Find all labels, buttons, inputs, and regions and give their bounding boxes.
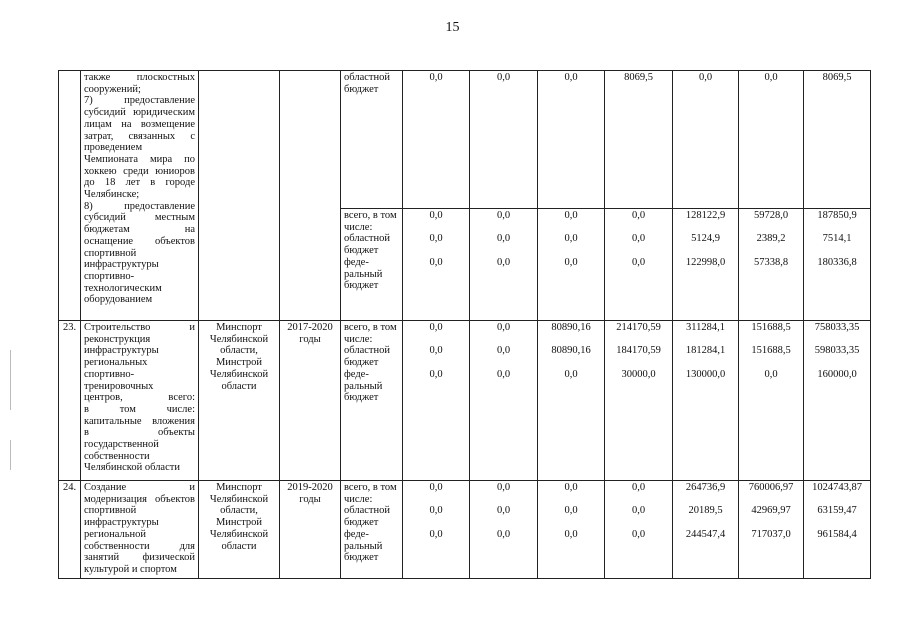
source-line: всего, в том [344,210,397,221]
value-cell [739,71,804,209]
description-line: сооружений; [84,83,141,95]
funding-source-cell [341,321,403,481]
value: 57338,8 [753,256,789,268]
value-cell [470,71,538,209]
value: 0,0 [564,528,578,540]
value: 0,0 [429,345,443,357]
value: 0,0 [631,482,646,493]
description-line: бюджетам на [84,224,195,236]
budget-table [58,70,871,579]
description-line: Челябинской области [84,462,180,474]
value: 0,0 [496,505,511,517]
measure-description [81,481,199,579]
description-line: Челябинске; [84,189,140,201]
description-line: также плоскостных [84,72,195,83]
description-line: оборудованием [84,294,153,306]
value: 5124,9 [691,233,720,245]
margin-tick [10,440,11,470]
measure-description [81,321,199,481]
description-line: центров, всего: [84,392,195,404]
value-cell [673,321,739,481]
value: 151688,5 [751,322,791,333]
table-row [59,321,871,481]
value: 0,0 [429,322,443,333]
value: 0,0 [631,233,646,245]
value: 0,0 [564,233,578,245]
executor-line: Челябинской [209,368,269,380]
value: 184170,59 [616,345,661,357]
source-line: всего, в том [344,322,397,333]
value: 0,0 [631,505,646,517]
value: 0,0 [564,72,578,83]
value-cell [470,481,538,579]
value: 0,0 [496,482,511,493]
period-cell [280,71,341,321]
value: 717037,0 [751,528,791,540]
description-line: инфраструктуры [84,259,159,271]
period-line: 2019-2020 [287,482,333,493]
source-line: бюджет [344,552,379,564]
value: 0,0 [429,256,443,268]
value: 0,0 [429,368,443,380]
value: 0,0 [429,482,443,493]
description-line: спортивной [84,505,137,517]
source-line: феде- [344,528,369,540]
executor-line: области, [220,345,258,357]
value-cell [470,209,538,321]
description-line: собственности для [84,540,195,552]
value: 0,0 [764,368,778,380]
period-line: 2017-2020 [287,322,333,333]
value-cell [739,481,804,579]
table-row [59,71,871,209]
value: 0,0 [631,210,646,221]
executor-line: Минспорт [216,322,262,333]
value: 0,0 [564,505,578,517]
value: 80890,16 [551,345,591,357]
executor-line: Минспорт [216,482,262,493]
source-line: числе: [344,333,373,345]
value: 264736,9 [685,482,726,493]
value: 160000,0 [817,368,857,380]
value: 758033,35 [814,322,860,333]
description-line: 8) предоставление [84,200,195,212]
value-cell [739,321,804,481]
description-line: региональной [84,528,146,540]
value-cell [804,209,871,321]
value: 0,0 [564,368,578,380]
value: 59728,0 [753,210,789,221]
source-line: бюджет [344,245,379,257]
description-line: спортивно- [84,368,135,380]
value: 8069,5 [624,72,653,83]
value: 42969,97 [751,505,791,517]
value: 0,0 [429,505,443,517]
value: 0,0 [429,233,443,245]
source-line: областной [344,72,390,83]
value-cell [605,321,673,481]
value-cell [538,71,605,209]
source-line: областной [344,233,390,245]
value: 0,0 [429,72,443,83]
source-line: ральный [344,540,383,552]
executor-cell [199,71,280,321]
description-line: капитальные вложения [84,415,195,427]
description-line: затрат, связанных с [84,130,195,142]
description-line: субсидий местным [84,212,195,224]
value: 311284,1 [686,322,725,333]
value: 760006,97 [748,482,794,493]
value: 128122,9 [685,210,726,221]
value-cell [403,481,470,579]
executor-cell [199,481,280,579]
value: 0,0 [496,256,511,268]
description-line: спортивно- [84,270,135,282]
source-line: числе: [344,221,373,233]
description-line: тренировочных [84,380,154,392]
description-line: оснащение объектов [84,235,195,247]
value: 63159,47 [817,505,857,517]
row-number: 24. [59,481,81,579]
value: 0,0 [631,528,646,540]
source-line: числе: [344,493,373,505]
source-line: феде- [344,368,369,380]
description-line: собственности [84,450,150,462]
description-line: хоккею среди юниоров [84,165,195,177]
value-cell [403,209,470,321]
description-line: инфраструктуры [84,517,159,529]
value-cell [470,321,538,481]
value: 214170,59 [616,322,661,333]
value: 2389,2 [756,233,786,245]
source-line: бюджет [344,517,379,529]
value-cell [804,481,871,579]
description-line: Строительство и [84,322,195,333]
period-cell [280,481,341,579]
source-line: ральный [344,380,383,392]
funding-source-cell [341,71,403,209]
value: 20189,5 [688,505,723,517]
period-line: годы [299,493,321,505]
measure-description [81,71,199,321]
value: 0,0 [564,256,578,268]
value-cell [605,209,673,321]
period-line: годы [299,333,321,345]
value: 0,0 [496,72,511,83]
value-cell [804,321,871,481]
value: 8069,5 [822,72,852,83]
value-cell [804,71,871,209]
funding-source-cell [341,481,403,579]
source-line: феде- [344,256,369,268]
source-line: всего, в том [344,482,397,493]
executor-line: Минстрой [215,517,263,529]
description-line: в том числе: [84,403,195,415]
value: 0,0 [564,210,578,221]
description-line: реконструкция [84,333,151,345]
value: 0,0 [429,210,443,221]
value: 180336,8 [817,256,857,268]
executor-line: области [221,540,257,552]
value: 0,0 [496,528,511,540]
value: 0,0 [698,72,713,83]
page-number: 15 [445,20,460,35]
executor-cell [199,321,280,481]
value: 30000,0 [621,368,656,380]
value: 244547,4 [685,528,726,540]
source-line: областной [344,345,390,357]
description-line: занятий физической [84,552,195,564]
value: 130000,0 [685,368,726,380]
description-line: модернизация объектов [84,493,195,505]
executor-line: Челябинской [209,333,269,345]
description-line: Создание и [84,482,195,493]
funding-source-cell [341,209,403,321]
description-line: культурой и спортом [84,563,177,575]
value-cell [403,71,470,209]
value: 80890,16 [551,322,591,333]
description-line: региональных [84,357,148,369]
description-line: в объекты [84,427,195,439]
value-cell [605,71,673,209]
description-line: 7) предоставление [84,95,195,107]
value: 598033,35 [814,345,860,357]
description-line: лицам на возмещение [84,118,195,130]
value: 0,0 [429,528,443,540]
value-cell [673,209,739,321]
value: 0,0 [564,482,578,493]
description-line: Чемпионата мира по [84,153,195,165]
value: 181284,1 [685,345,726,357]
value-cell [739,209,804,321]
executor-line: Челябинской [209,493,269,505]
executor-line: области, [220,505,258,517]
executor-line: области [221,380,257,392]
value-cell [673,71,739,209]
description-line: инфраструктуры [84,345,159,357]
value: 0,0 [496,322,511,333]
value-cell [538,481,605,579]
executor-line: Челябинской [209,528,269,540]
table-row [59,481,871,579]
value-cell [673,481,739,579]
value: 0,0 [631,256,646,268]
value-cell [605,481,673,579]
value: 961584,4 [817,528,857,540]
description-line: субсидий юридическим [84,107,195,119]
value: 0,0 [496,345,511,357]
value: 0,0 [496,233,511,245]
value-cell [538,321,605,481]
value: 122998,0 [685,256,726,268]
value: 1024743,87 [812,482,862,493]
description-line: спортивной [84,247,137,259]
value-cell [403,321,470,481]
description-line: до 18 лет в городе [84,177,195,189]
value: 0,0 [496,368,511,380]
description-line: технологическим [84,282,162,294]
value: 187850,9 [817,210,857,221]
value: 0,0 [496,210,511,221]
executor-line: Минстрой [215,357,263,369]
source-line: бюджет [344,280,379,292]
row-number: 23. [59,321,81,481]
value-cell [538,209,605,321]
value: 0,0 [764,72,778,83]
period-cell [280,321,341,481]
source-line: областной [344,505,390,517]
source-line: бюджет [344,357,379,369]
description-line: проведением [84,142,143,154]
source-line: бюджет [344,392,379,404]
value: 151688,5 [751,345,791,357]
margin-tick [10,350,11,410]
source-line: бюджет [344,83,379,95]
source-line: ральный [344,268,383,280]
description-line: государственной [84,439,159,451]
row-number [59,71,81,321]
value: 7514,1 [822,233,852,245]
